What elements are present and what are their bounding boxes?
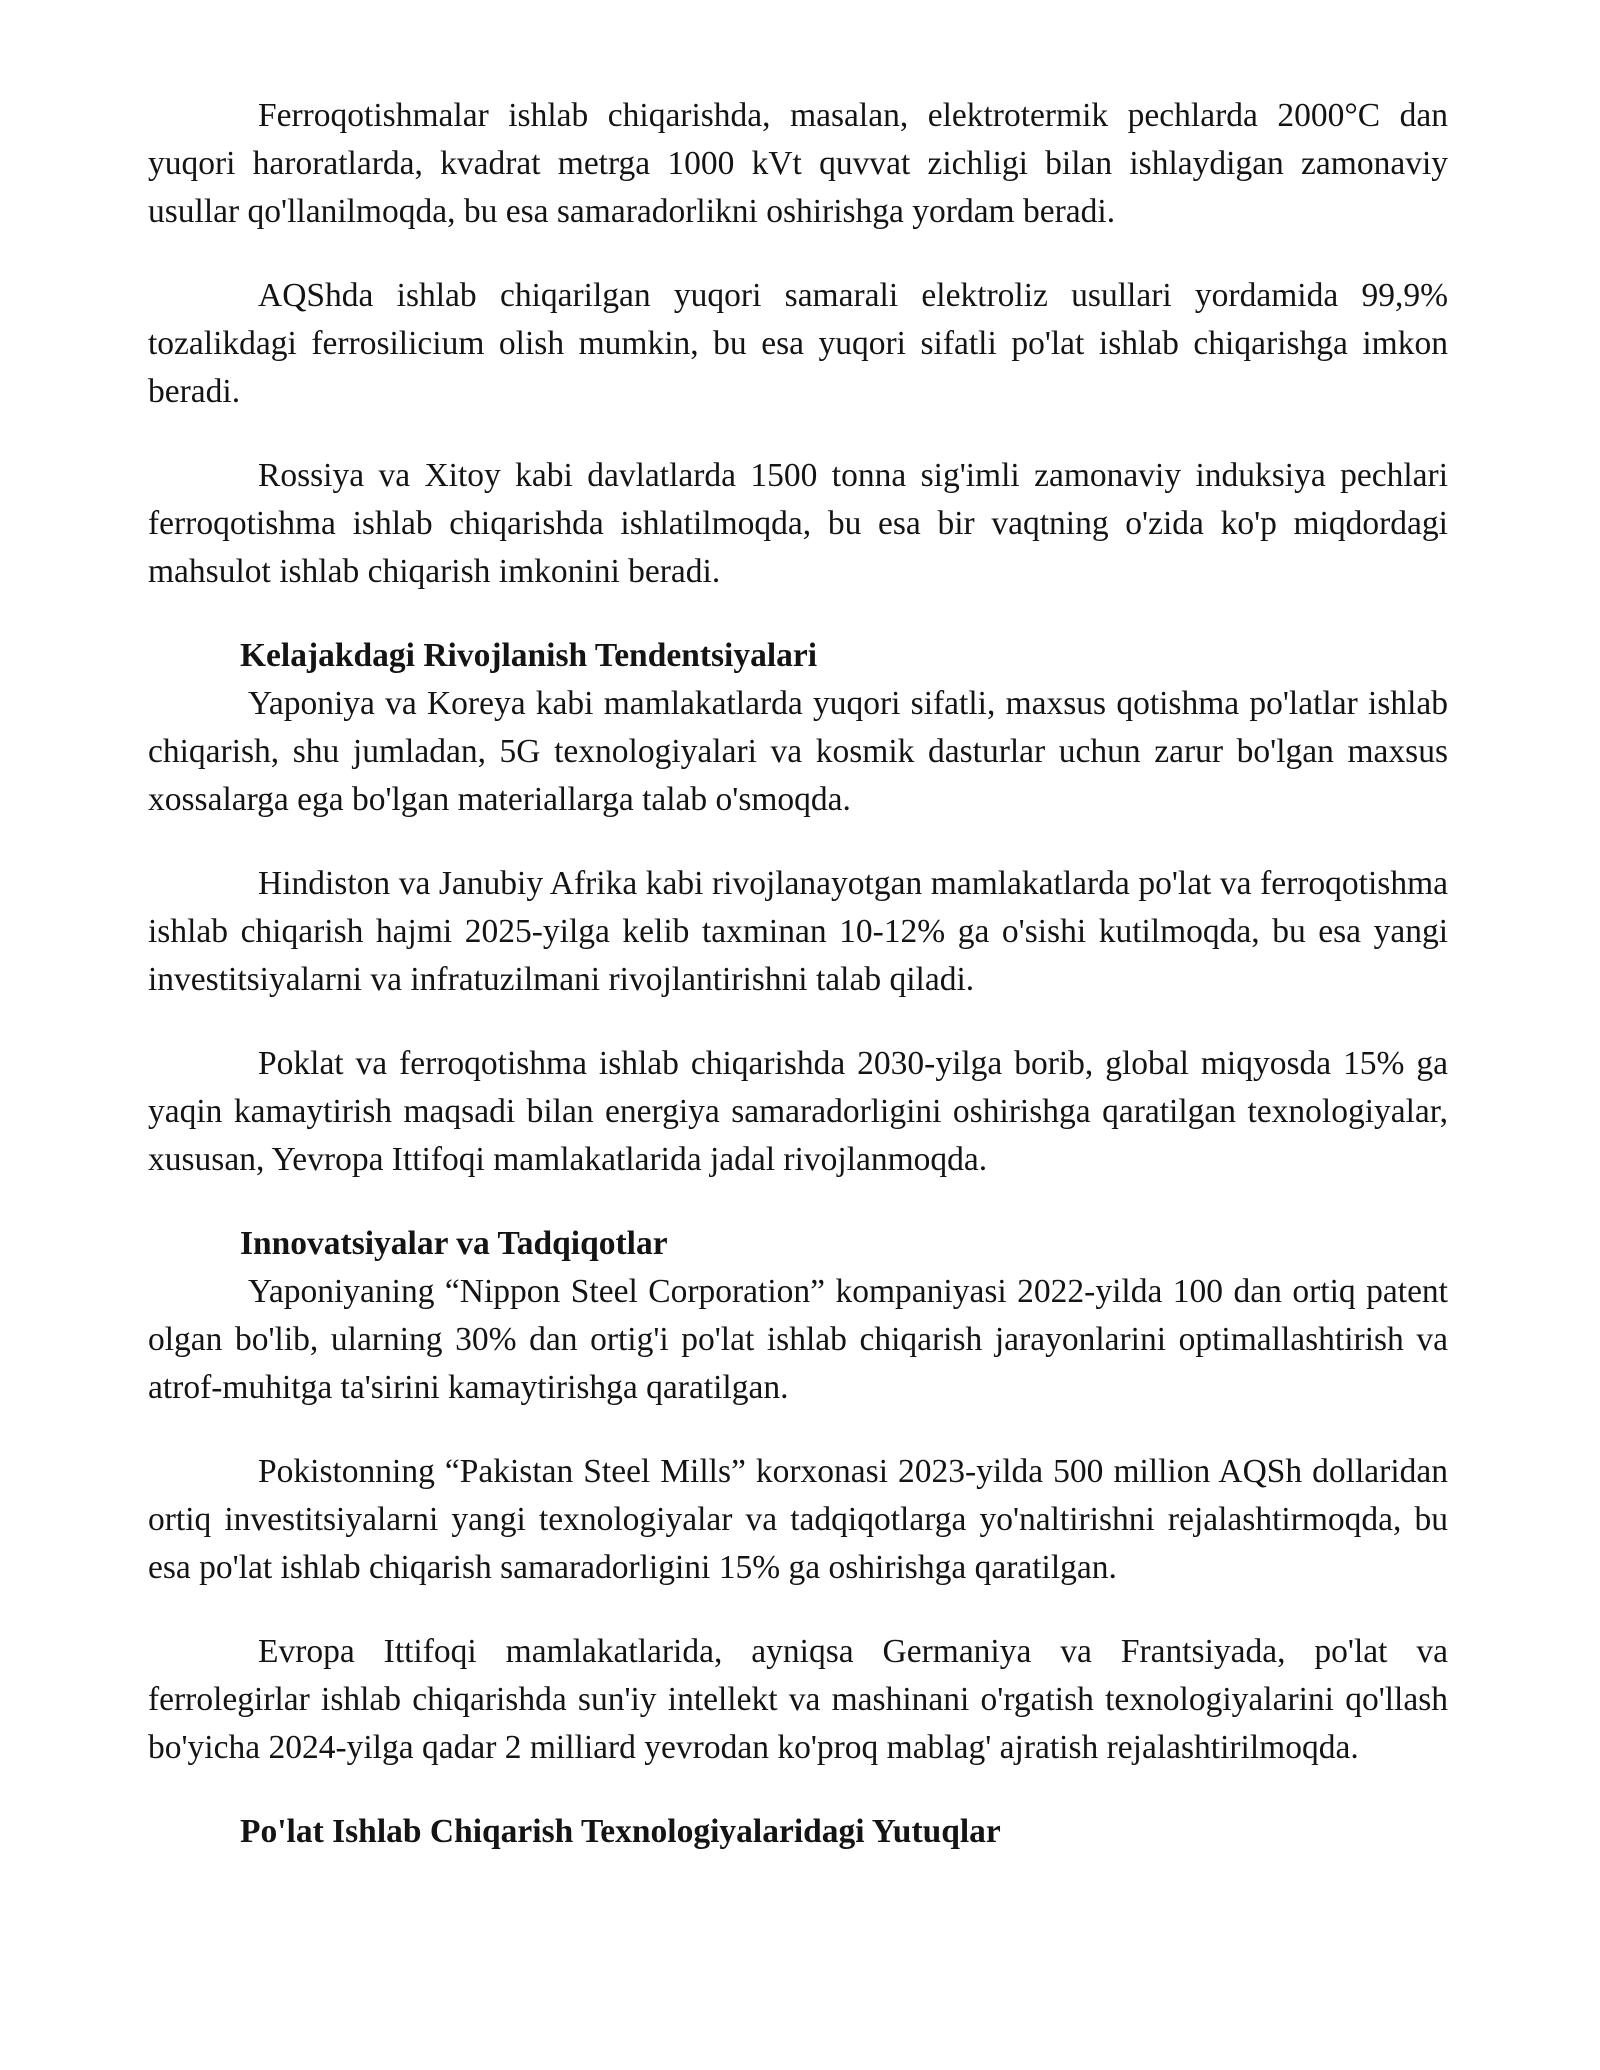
paragraph-india-south-africa: Hindiston va Janubiy Afrika kabi rivojlanayotgan mamlakatlarda po'lat va ferroqotishma ishlab chiqarish hajmi 2025-yilga kelib taxminan 10-12% ga o'sishi kutilmoqda, bu esa yangi investitsiyalarni va infratuzilmani rivojlantirishni talab qiladi. — [148, 865, 1448, 998]
paragraph-eu-ai: Evropa Ittifoqi mamlakatlarida, ayniqsa Germaniya va Frantsiyada, po'lat va ferrolegirlar ishlab chiqarishda sun'iy intellekt va mashinani o'rgatish texnologiyalarini qo'llash bo'yicha 2024-yilga qadar 2 milliard yevrodan ko'proq mablag' ajratish rejalashtirilmoqda. — [148, 1633, 1448, 1766]
paragraph-ferroalloy-methods: Ferroqotishmalar ishlab chiqarishda, masalan, elektrotermik pechlarda 2000°C dan yuqori haroratlarda, kvadrat metrga 1000 kVt quvvat zichligi bilan ishlaydigan zamonaviy usullar qo'llanilmoqda, bu esa samaradorlikni oshirishga yordam beradi. — [148, 97, 1448, 230]
paragraph-induction-furnaces: Rossiya va Xitoy kabi davlatlarda 1500 tonna sig'imli zamonaviy induksiya pechlari ferroqotishma ishlab chiqarishda ishlatilmoqda, bu esa bir vaqtning o'zida ko'p miqdordagi mahsulot ishlab chiqarish imkonini beradi. — [148, 457, 1448, 590]
section-heading-future-trends: Kelajakdagi Rivojlanish Tendentsiyalari — [240, 637, 818, 674]
section-heading-achievements: Po'lat Ishlab Chiqarish Texnologiyalaridagi Yutuqlar — [240, 1813, 1001, 1850]
paragraph-pakistan-steel: Pokistonning “Pakistan Steel Mills” korxonasi 2023-yilda 500 million AQSh dollaridan ortiq investitsiyalarni yangi texnologiyalar va tadqiqotlarga yo'naltirishni rejalashtirmoqda, bu esa po'lat ishlab chiqarish samaradorligini 15% ga oshirishga qaratilgan. — [148, 1453, 1448, 1586]
paragraph-nippon-steel: Yaponiyaning “Nippon Steel Corporation” kompaniyasi 2022-yilda 100 dan ortiq patent olgan bo'lib, ularning 30% dan ortig'i po'lat ishlab chiqarish jarayonlarini optimallashtirish va atrof-muhitga ta'sirini kamaytirishga qaratilgan. — [148, 1273, 1448, 1406]
section-heading-innovations: Innovatsiyalar va Tadqiqotlar — [240, 1225, 668, 1262]
paragraph-energy-efficiency: Poklat va ferroqotishma ishlab chiqarishda 2030-yilga borib, global miqyosda 15% ga yaqin kamaytirish maqsadi bilan energiya samaradorligini oshirishga qaratilgan texnologiyalar, xususan, Yevropa Ittifoqi mamlakatlarida jadal rivojlanmoqda. — [148, 1045, 1448, 1178]
paragraph-usa-electrolysis: AQShda ishlab chiqarilgan yuqori samarali elektroliz usullari yordamida 99,9% tozalikdagi ferrosilicium olish mumkin, bu esa yuqori sifatli po'lat ishlab chiqarishga imkon beradi. — [148, 277, 1448, 410]
document-page — [148, 92, 1448, 1856]
paragraph-japan-korea: Yaponiya va Koreya kabi mamlakatlarda yuqori sifatli, maxsus qotishma po'latlar ishlab chiqarish, shu jumladan, 5G texnologiyalari va kosmik dasturlar uchun zarur bo'lgan maxsus xossalarga ega bo'lgan materiallarga talab o'smoqda. — [148, 685, 1448, 818]
